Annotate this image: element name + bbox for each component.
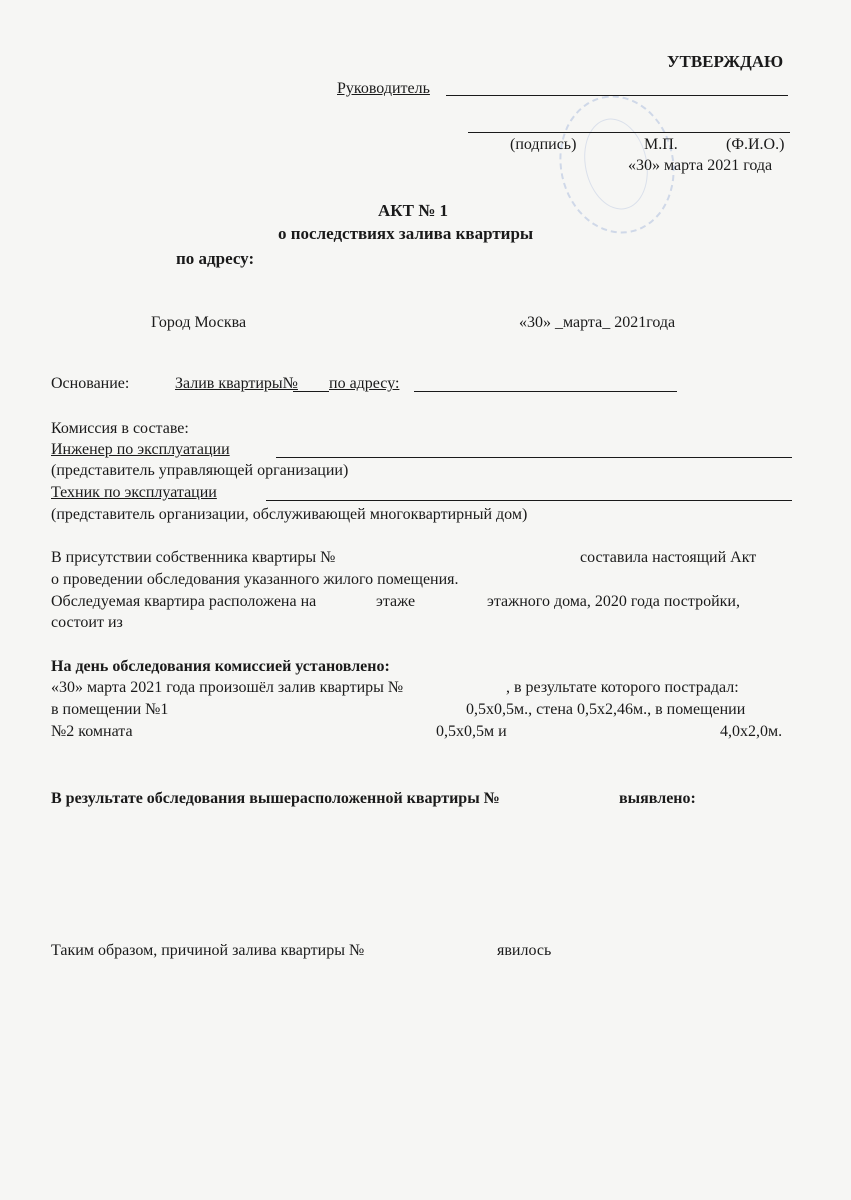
basis-address-line [414,391,677,392]
act-date: «30» _марта_ 2021года [519,314,676,331]
presence-line4: состоит из [51,614,123,631]
commission-member-engineer: Инженер по эксплуатации [51,441,230,458]
presence-line1-a: В присутствии собственника квартиры № [51,549,336,566]
presence-line2: о проведении обследования указанного жилого помещения. [51,571,459,588]
cause-text-a: Таким образом, причиной залива квартиры № [51,942,365,959]
findings-line2-b: 0,5х0,5м., стена 0,5х2,46м., в помещении [466,701,746,718]
commission-member-technician-note: (представитель организации, обслуживающей многоквартирный дом) [51,506,528,523]
act-address-label: по адресу: [176,249,255,268]
basis-label: Основание: [51,375,130,392]
basis-value-flood: Залив квартиры№ [175,375,298,392]
approve-heading: УТВЕРЖДАЮ [667,52,784,71]
basis-value-address: по адресу: [329,375,400,392]
result-heading-a: В результате обследования вышерасположенной квартиры № [51,790,500,807]
basis-flat-line [293,391,329,392]
commission-heading: Комиссия в составе: [51,420,189,437]
findings-line3-b: 0,5х0,5м и [436,723,507,740]
seal-caption: М.П. [644,136,678,153]
findings-line2-a: в помещении №1 [51,701,169,718]
fio-caption: (Ф.И.О.) [726,136,785,153]
presence-line3-b: этаже [376,593,416,610]
commission-member-engineer-note: (представитель управляющей организации) [51,462,349,479]
city: Город Москва [151,314,247,331]
findings-line1-b: , в результате которого пострадал: [506,679,739,696]
findings-heading: На день обследования комиссией установлено: [51,658,390,675]
presence-line1-b: составила настоящий Акт [580,549,757,566]
act-title: АКТ № 1 [378,201,449,220]
presence-line3-a: Обследуемая квартира расположена на [51,593,317,610]
act-subtitle: о последствиях залива квартиры [278,224,534,243]
head-name-line [446,95,788,96]
commission-member-technician: Техник по эксплуатации [51,484,217,501]
result-heading-b: выявлено: [619,790,696,807]
engineer-name-line [276,457,792,458]
findings-line1-a: «30» марта 2021 года произошёл залив квартиры № [51,679,404,696]
presence-line3-c: этажного дома, 2020 года постройки, [487,593,740,610]
approve-date: «30» марта 2021 года [628,157,773,174]
head-label: Руководитель [337,80,430,97]
findings-line3-a: №2 комната [51,723,133,740]
findings-line3-c: 4,0х2,0м. [720,723,783,740]
signature-line [468,132,790,133]
signature-caption: (подпись) [510,136,577,153]
technician-name-line [266,500,792,501]
cause-text-b: явилось [497,942,552,959]
